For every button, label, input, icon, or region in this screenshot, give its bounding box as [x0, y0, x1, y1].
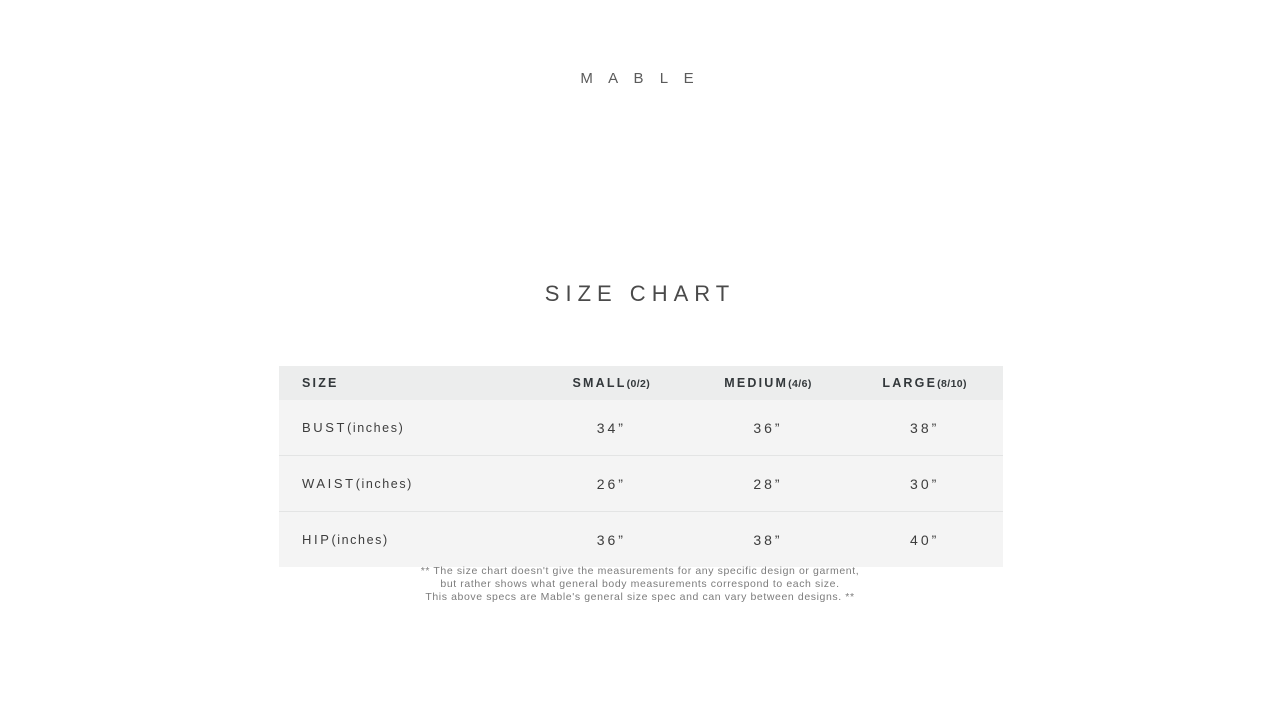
size-chart-table — [279, 366, 1003, 567]
table-row — [279, 400, 1003, 456]
cell-waist-large: 30” — [846, 456, 1003, 512]
row-label-waist-name: WAIST — [302, 476, 356, 491]
column-header-size-label: SIZE — [302, 376, 339, 390]
column-header-medium-label: MEDIUM — [724, 376, 789, 390]
row-label-bust — [279, 400, 533, 456]
row-label-hip — [279, 512, 533, 568]
cell-bust-large: 38” — [846, 400, 1003, 456]
row-label-bust-name: BUST — [302, 420, 348, 435]
cell-waist-medium: 28” — [690, 456, 847, 512]
cell-bust-medium: 36” — [690, 400, 847, 456]
row-label-hip-unit: (inches) — [331, 533, 389, 547]
column-header-medium — [690, 366, 847, 400]
footnote-line-3: This above specs are Mable's general size spec and can vary between designs. ** — [425, 591, 855, 603]
column-header-small — [533, 366, 690, 400]
cell-hip-small: 36” — [533, 512, 690, 568]
row-label-hip-name: HIP — [302, 532, 332, 547]
footnote-line-1: ** The size chart doesn't give the measurements for any specific design or garment, — [420, 565, 860, 577]
cell-bust-small: 34” — [533, 400, 690, 456]
brand-logo: M A B L E — [580, 70, 700, 87]
column-header-small-sub: (0/2) — [626, 378, 651, 390]
footnote — [0, 565, 1280, 604]
column-header-medium-sub: (4/6) — [788, 378, 812, 390]
column-header-size — [279, 366, 533, 400]
table-body — [279, 400, 1003, 567]
page-title: SIZE CHART — [544, 281, 736, 306]
column-header-large — [846, 366, 1003, 400]
column-header-small-label: SMALL — [572, 376, 627, 390]
cell-hip-medium: 38” — [690, 512, 847, 568]
column-header-large-label: LARGE — [882, 376, 938, 390]
table-row — [279, 512, 1003, 568]
footnote-line-2: but rather shows what general body measurements correspond to each size. — [440, 578, 840, 590]
row-label-waist-unit: (inches) — [355, 477, 413, 491]
table-header — [279, 366, 1003, 400]
table-row — [279, 456, 1003, 512]
row-label-bust-unit: (inches) — [347, 421, 405, 435]
cell-waist-small: 26” — [533, 456, 690, 512]
table-header-row — [279, 366, 1003, 400]
size-chart-table-container — [279, 366, 1003, 567]
row-label-waist — [279, 456, 533, 512]
column-header-large-sub: (8/10) — [937, 378, 967, 390]
cell-hip-large: 40” — [846, 512, 1003, 568]
